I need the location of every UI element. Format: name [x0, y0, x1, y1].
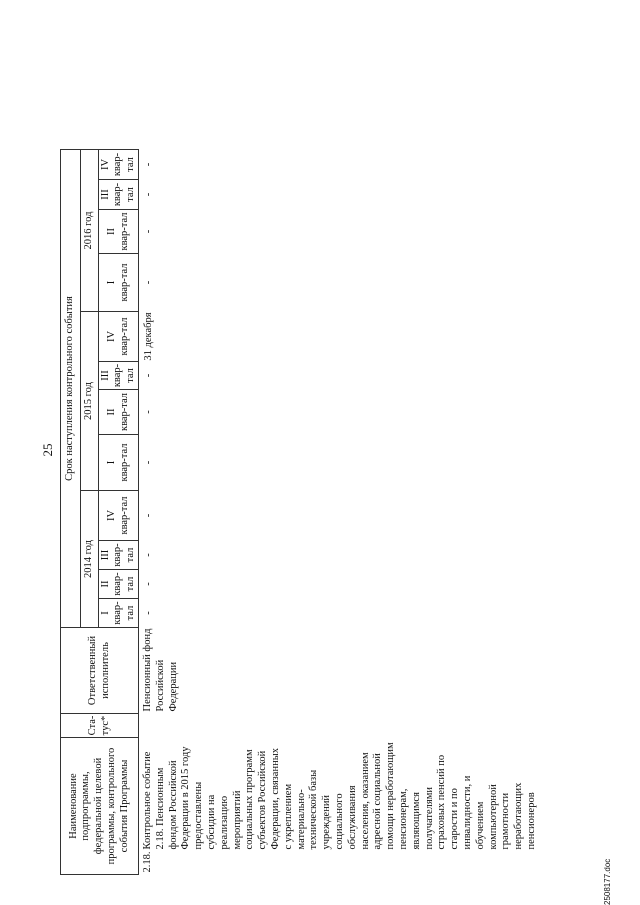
quarter-header [99, 362, 139, 390]
quarter-header [99, 570, 139, 599]
quarter-header [99, 390, 139, 435]
deadline-cell: - [143, 162, 154, 167]
document-footer-filename: 2508177.doc [603, 858, 612, 905]
deadline-cell: - [143, 229, 154, 234]
header-row-1 [61, 150, 81, 875]
quarter-header [99, 150, 139, 180]
quarter-header [99, 491, 139, 541]
header-year-2015: 2015 год [81, 312, 99, 491]
deadline-cell: - [143, 460, 154, 465]
deadline-cell: - [143, 553, 154, 557]
quarter-numeral: III [99, 189, 111, 200]
quarter-word: квар-тал [112, 182, 136, 207]
quarter-word: квар-тал [112, 152, 136, 177]
quarter-header [99, 180, 139, 210]
page-number: 25 [40, 443, 55, 457]
quarter-header [99, 312, 139, 362]
quarter-numeral: IV [105, 330, 117, 343]
quarter-numeral: II [105, 408, 117, 416]
quarter-word: квар-тал [112, 363, 136, 388]
quarter-header [99, 541, 139, 570]
quarter-numeral: II [99, 580, 111, 588]
quarter-numeral: I [105, 460, 117, 465]
quarter-word: квар-тал [118, 392, 130, 432]
responsible-executor: Пенсионный фонд Российской Федерации [142, 628, 179, 712]
quarter-numeral: III [99, 549, 111, 561]
quarter-header [99, 210, 139, 254]
deadline-cell: - [143, 192, 154, 197]
control-event-name: Контрольное событие 2.18. Пенсионным фондом Российской Федерации в 2015 году предоставлены субсидии на реализацию мероприятий социальных программ субъектов Российской Федерации, связанных с укреплением материально-технической базы учреждений социального обслуживания населения, оказанием адресной социальной помощи неработающим пенсионерам, являющимся получателями страховых пенсий по старости и по инвалидности, и обучением компьютерной грамотности неработающих пенсионеров [142, 742, 537, 850]
deadline-cell: - [143, 611, 154, 615]
header-responsible: Ответственный исполнитель [61, 628, 139, 714]
deadline-cell: 31 декабря [143, 312, 154, 361]
deadline-cell: - [143, 582, 154, 586]
header-year-2014: 2014 год [81, 491, 99, 628]
quarter-numeral: I [105, 280, 117, 285]
quarter-word: квар-тал [112, 601, 136, 625]
quarter-word: квар-тал [118, 496, 130, 535]
quarter-header [99, 435, 139, 491]
quarter-word: квар-тал [118, 317, 130, 356]
deadline-cell: - [143, 410, 154, 414]
quarter-word: квар-тал [112, 543, 136, 567]
quarter-word: квар-тал [118, 212, 130, 251]
header-year-2016: 2016 год [81, 150, 99, 312]
quarter-word: квар-тал [118, 263, 130, 302]
quarter-header [99, 254, 139, 312]
table-row [139, 150, 539, 875]
status-cell [139, 714, 539, 738]
quarter-numeral: II [105, 228, 117, 235]
header-deadline: Срок наступления контрольного события [61, 150, 81, 628]
row-number: 2.18. [142, 851, 153, 873]
deadline-cell: - [143, 373, 154, 378]
quarter-header [99, 599, 139, 628]
quarter-word: квар-тал [118, 443, 130, 482]
deadline-cell: - [143, 513, 154, 518]
deadline-cell: - [143, 280, 154, 285]
quarter-numeral: IV [105, 509, 117, 522]
quarter-numeral: I [99, 611, 111, 615]
header-status: Ста-тус* [61, 714, 139, 738]
quarter-numeral: IV [99, 158, 111, 171]
control-events-table [60, 149, 539, 875]
header-name: Наименование подпрограммы, федеральной целевой программы, контрольного события Программы [61, 738, 139, 875]
quarter-numeral: III [99, 370, 111, 381]
quarter-word: квар-тал [112, 572, 136, 596]
